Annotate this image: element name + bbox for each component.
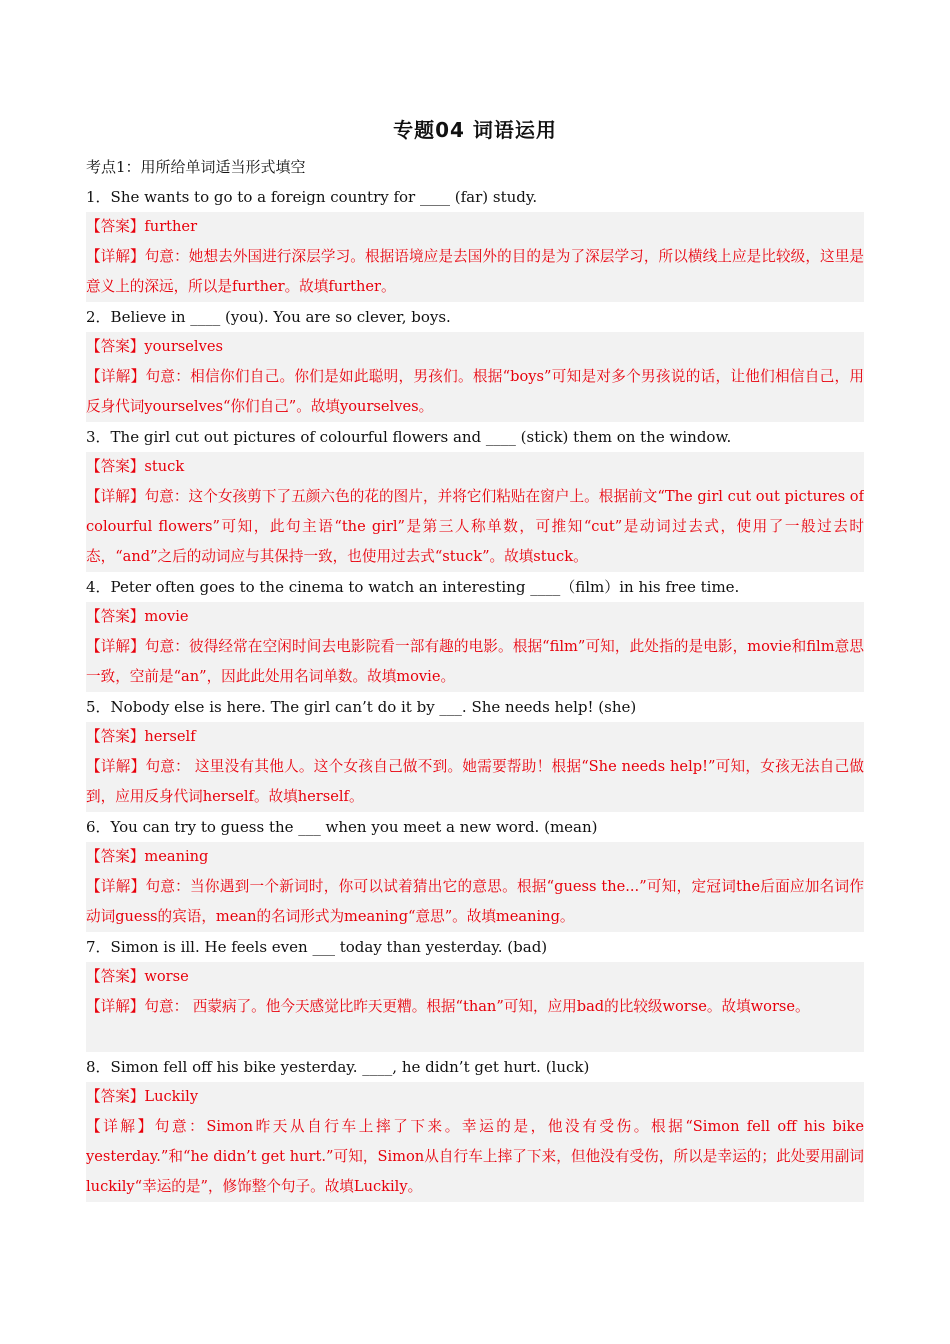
answer-value: yourselves — [144, 338, 223, 355]
question-text: 2．Believe in ____ (you). You are so clever, boys. — [86, 308, 451, 326]
exercise-item-5 — [86, 692, 864, 812]
detail-label: 【详解】 — [86, 758, 146, 775]
detail-label: 【详解】 — [86, 368, 146, 385]
question-text: 8．Simon fell off his bike yesterday. ____, he didn’t get hurt. (luck) — [86, 1058, 590, 1076]
detail-label: 【详解】 — [86, 878, 146, 895]
question-text: 6．You can try to guess the ___ when you meet a new word. (mean) — [86, 818, 598, 836]
answer-line — [86, 452, 864, 482]
answer-value: Luckily — [144, 1088, 199, 1105]
answer-box — [86, 212, 864, 302]
detail-line — [86, 362, 864, 422]
detail-label: 【详解】 — [86, 248, 145, 265]
answer-label: 【答案】 — [86, 458, 145, 475]
exercise-list — [86, 152, 864, 1202]
detail-text: 句意：她想去外国进行深层学习。根据语境应是去国外的目的是为了深层学习，所以横线上应是比较级，这里是意义上的深远，所以是further。故填further。 — [86, 248, 864, 295]
answer-box — [86, 962, 864, 1052]
detail-text: 句意：Simon昨天从自行车上摔了下来。幸运的是，他没有受伤。根据“Simon fell off his bike yesterday.”和“he didn’t get hurt.”可知，Simon从自行车上摔了下来，但他没有受伤，所以是幸运的；此处要用副词luckily“幸运的是”，修饰整个句子。故填Luckily。 — [86, 1118, 864, 1195]
answer-line — [86, 332, 864, 362]
answer-line — [86, 1082, 864, 1112]
question-text: 4．Peter often goes to the cinema to watch an interesting ____（film）in his free time. — [86, 578, 740, 596]
answer-value: meaning — [144, 848, 209, 865]
detail-line — [86, 1112, 864, 1202]
question-text: 5．Nobody else is here. The girl can’t do it by ___. She needs help! (she) — [86, 698, 637, 716]
detail-line — [86, 752, 864, 812]
answer-label: 【答案】 — [86, 728, 145, 745]
answer-line — [86, 722, 864, 752]
answer-value: stuck — [144, 458, 185, 475]
detail-line — [86, 632, 864, 692]
answer-line — [86, 962, 864, 992]
detail-label: 【详解】 — [86, 1118, 155, 1135]
answer-label: 【答案】 — [86, 338, 145, 355]
exercise-item-8 — [86, 1052, 864, 1202]
exercise-item-4 — [86, 572, 864, 692]
answer-value: herself — [144, 728, 196, 745]
exercise-item-7 — [86, 932, 864, 1052]
page-title: 专题04 词语运用 — [393, 118, 557, 142]
detail-text: 句意：彼得经常在空闲时间去电影院看一部有趣的电影。根据“film”可知，此处指的是电影，movie和film意思一致，空前是“an”，因此此处用名词单数。故填movie。 — [86, 638, 864, 685]
answer-line — [86, 212, 864, 242]
detail-text: 句意：这个女孩剪下了五颜六色的花的图片，并将它们粘贴在窗户上。根据前文“The girl cut out pictures of colourful flowers”可知，此句主语“the girl”是第三人称单数，可推知“cut”是动词过去式，使用了一般过去时态，“and”之后的动词应与其保持一致，也使用过去式“stuck”。故填stuck。 — [86, 488, 864, 565]
answer-box — [86, 842, 864, 932]
question-text: 1．She wants to go to a foreign country for ____ (far) study. — [86, 188, 538, 206]
answer-label: 【答案】 — [86, 848, 145, 865]
answer-box — [86, 332, 864, 422]
question-text: 3．The girl cut out pictures of colourful flowers and ____ (stick) them on the window. — [86, 428, 732, 446]
exercise-item-6 — [86, 812, 864, 932]
detail-label: 【详解】 — [86, 998, 145, 1015]
answer-line — [86, 602, 864, 632]
detail-line — [86, 482, 864, 572]
detail-text: 句意： 这里没有其他人。这个女孩自己做不到。她需要帮助！根据“She needs help!”可知，女孩无法自己做到，应用反身代词herself。故填herself。 — [86, 758, 864, 805]
answer-box — [86, 602, 864, 692]
detail-line — [86, 242, 864, 302]
question-text: 7．Simon is ill. He feels even ___ today than yesterday. (bad) — [86, 938, 548, 956]
exercise-item-3 — [86, 422, 864, 572]
detail-text: 句意：相信你们自己。你们是如此聪明，男孩们。根据“boys”可知是对多个男孩说的话，让他们相信自己，用反身代词yourselves“你们自己”。故填yourselves。 — [86, 368, 864, 415]
section-heading: 考点1：用所给单词适当形式填空 — [86, 158, 306, 176]
answer-box — [86, 452, 864, 572]
detail-label: 【详解】 — [86, 488, 145, 505]
answer-value: further — [144, 218, 198, 235]
answer-label: 【答案】 — [86, 1088, 145, 1105]
answer-line — [86, 842, 864, 872]
exercise-item-1 — [86, 182, 864, 302]
detail-line — [86, 992, 864, 1052]
detail-text: 句意： 西蒙病了。他今天感觉比昨天更糟。根据“than”可知，应用bad的比较级worse。故填worse。 — [144, 998, 810, 1015]
answer-value: movie — [144, 608, 189, 625]
answer-box — [86, 1082, 864, 1202]
exercise-item-2 — [86, 302, 864, 422]
answer-label: 【答案】 — [86, 968, 145, 985]
detail-label: 【详解】 — [86, 638, 145, 655]
answer-label: 【答案】 — [86, 218, 145, 235]
detail-line — [86, 872, 864, 932]
answer-label: 【答案】 — [86, 608, 145, 625]
answer-value: worse — [144, 968, 189, 985]
answer-box — [86, 722, 864, 812]
detail-text: 句意：当你遇到一个新词时，你可以试着猜出它的意思。根据“guess the...”可知，定冠词the后面应加名词作动词guess的宾语，mean的名词形式为meaning“意思”。故填meaning。 — [86, 878, 864, 925]
